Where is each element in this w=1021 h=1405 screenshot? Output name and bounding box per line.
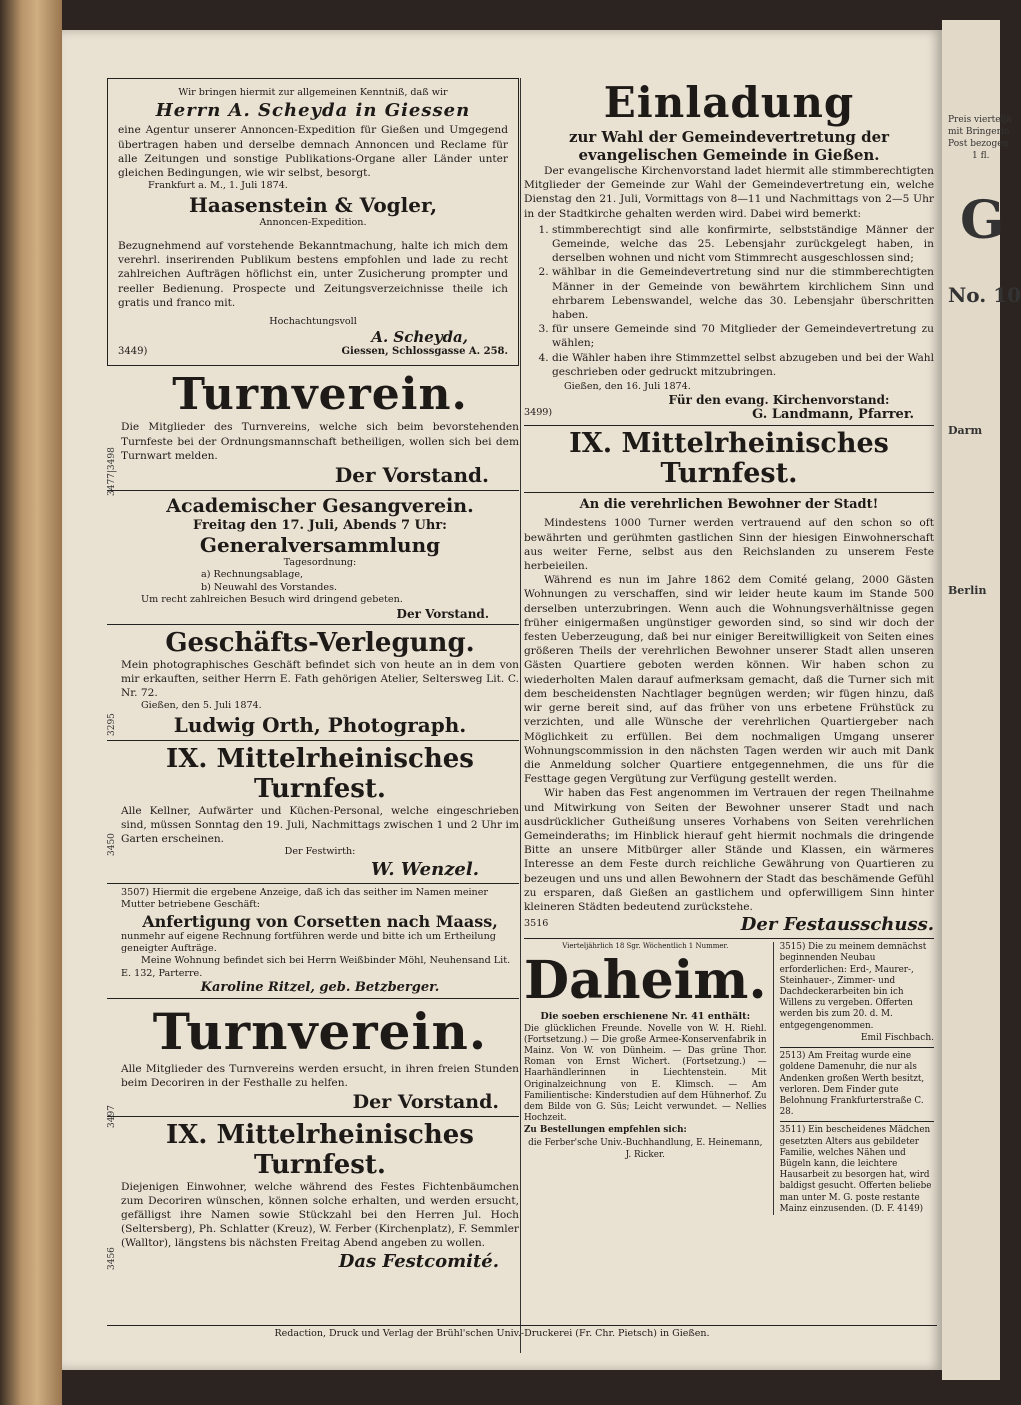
einladung-ad: [524, 78, 934, 422]
gesangverein-sub: Generalversammlung: [199, 533, 441, 558]
left-column: [107, 78, 519, 1272]
scheyda-ad: [107, 78, 519, 366]
next-page-edge: [942, 20, 1021, 1380]
book-spine: [0, 0, 62, 1405]
small-ad-3: 3511) Ein bescheidenes Mädchen gesetzten Alters aus gebildeter Familie, welches Nähen und Bügeln kann, die leichtere Hausarbeit zu besorgen hat, wird baldigst gesucht. Offerten beliebe man unter M. G. poste restante Mainz einzusenden. (D. F. 4149): [779, 1125, 932, 1214]
corsetten-title: Anfertigung von Corsetten nach Maass,: [142, 911, 498, 931]
turnverein2-signature: Der Vorstand.: [352, 1090, 499, 1113]
scheyda-text: eine Agentur unserer Annoncen-Expedition für Gießen und Umgegend übertragen haben und derselbe demnach Annoncen und Reclame für alle Zeitungen und sonstige Publikations-Organe aller Länder unter gleichen Bedingungen, wie wir selbst, besorgt.: [118, 124, 508, 180]
gesangverein-title: Academischer Gesangverein.: [166, 495, 474, 518]
scheyda-greeting: Hochachtungsvoll: [269, 316, 357, 328]
einladung-title: Einladung: [603, 78, 855, 127]
gesangverein-a: a) Rechnungsablage,: [201, 569, 304, 581]
turnverein1-ad: [107, 369, 519, 497]
daheim-ad: [524, 942, 767, 1215]
turnverein1-title: Turnverein.: [172, 369, 468, 421]
turnfest2-ad: [107, 1120, 519, 1272]
turnfest1-text: Alle Kellner, Aufwärter und Küchen-Personal, welche eingeschrieben sind, müssen Sonntag den 19. Juli, Nachmittags zwischen 1 und 2 Uhr im Garten erscheinen.: [121, 804, 519, 846]
scheyda-text2: Bezugnehmend auf vorstehende Bekanntmachung, halte ich mich dem verehrl. inserirenden Publikum bestens empfohlen und lade zu recht zahlreichen Aufträgen höflichst ein, unter Zusicherung prompter und reeller Bedienung. Prospecte und Zeitungsverzeichnisse theile ich gratis und franco mit.: [118, 240, 508, 309]
einladung-list: [524, 223, 934, 379]
small-ad-2: 2513) Am Freitag wurde eine goldene Damenuhr, die nur als Andenken großen Werth besitzt, verloren. Dem Finder gute Belohnung Frankfurterstraße C. 28.: [779, 1051, 925, 1118]
next-page-number: No. 10: [948, 283, 1021, 307]
turnverein2-text: Alle Mitglieder des Turnvereins werden ersucht, in ihren freien Stunden beim Decoriren in der Festhalle zu helfen.: [121, 1063, 519, 1090]
page-footer: Redaction, Druck und Verlag der Brühl'schen Univ.-Druckerei (Fr. Chr. Pietsch) in Gießen.: [274, 1328, 710, 1339]
einladung-item: 3. für unsere Gemeinde sind 70 Mitglieder der Gemeindevertretung zu wählen;: [552, 322, 934, 350]
geschaeft-title: Geschäfts-Verlegung.: [165, 627, 475, 658]
corsetten-signature: Karoline Ritzel, geb. Betzberger.: [200, 980, 440, 996]
turnfest-right-p3: Wir haben das Fest angenommen im Vertrauen der regen Theilnahme und Mitwirkung von Seiten der Bewohner unserer Stadt und nach ausdrücklicher Gutheißung unseres Vorhabens von Seiten verehrlichen Gemeinderaths; im Hinblick hierauf geht hiermit nochmals die dringende Bitte an unsere Mitbürger aller Stände und Klassen, ein wärmeres Interesse an dem Feste durch reichliche Gewährung von Quartieren zu bezeugen und uns und allen Bewohnern der Stadt das beschämende Gefühl zu ersparen, daß Gießen an gastlichem und opferwilligem Sinn hinter kleineren Städten bedeutend zurückstehe.: [524, 787, 934, 913]
next-page-fragment: Darm: [948, 424, 983, 437]
turnfest2-number: 3456: [107, 1246, 117, 1270]
scheyda-intro: Wir bringen hiermit zur allgemeinen Kenntniß, daß wir: [178, 87, 448, 98]
scheyda-number: 3449): [118, 346, 148, 358]
daheim-side: Vierteljährlich 18 Sgr. Wöchentlich 1 Nummer.: [562, 942, 729, 951]
turnfest-right-number: 3516: [524, 918, 549, 930]
turnverein1-signature: Der Vorstand.: [334, 463, 489, 488]
geschaeft-number: 3295: [107, 712, 117, 736]
turnverein2-title: Turnverein.: [152, 1002, 488, 1062]
scheyda-address: Giessen, Schlossgasse A. 258.: [341, 346, 508, 358]
einladung-item: 2. wählbar in die Gemeindevertretung sind nur die stimmberechtigten Männer in der Gemeinde von bewährtem kirchlichem Sinn und ehrbarem Lebenswandel, welche das 30. Lebensjahr überschritten haben.: [552, 265, 934, 322]
small-ad-1: 3515) Die zu meinem demnächst beginnenden Neubau erforderlichen: Erd-, Maurer-, Steinhauer-, Zimmer- und Dachdeckerarbeiten bin ich Willens zu vergeben. Offerten werden bis zum 20. d. M. entgegengenommen.: [779, 942, 927, 1031]
corsetten-text: nunmehr auf eigene Rechnung fortführen werde und bitte ich um Ertheilung geneigter Aufträge.: [121, 930, 496, 954]
small-ads: [773, 942, 934, 1215]
daheim-text: Die glücklichen Freunde. Novelle von W. H. Riehl. (Fortsetzung.) — Die große Armee-Konservenfabrik in Mainz. Von W. von Dünheim. — Das grüne Thor. Roman von Ernst Wichert. (Fortsetzung.) — Haarhändlerinnen in Liechtenstein. Mit Originalzeichnung von E. Klimsch. — Am Familientische: Kinderstudien auf dem Hühnerhof. Zu dem Bilde von G. Süs; Leicht verwundet. — Nellies Hochzeit.: [524, 1023, 767, 1124]
bottom-ads: [524, 942, 934, 1215]
corsetten-text2: Meine Wohnung befindet sich bei Herrn Weißbinder Möhl, Neuhensand Lit. E. 132, Parterre.: [121, 955, 511, 979]
daheim-title: Daheim.: [524, 950, 767, 1012]
turnverein2-number: 3497: [107, 1105, 117, 1129]
turnfest-right-title: IX. Mittelrheinisches Turnfest.: [569, 428, 889, 490]
geschaeft-ad: [107, 628, 519, 737]
scheyda-firm: Haasenstein & Vogler,: [188, 192, 438, 217]
turnfest2-text: Diejenigen Einwohner, welche während des Festes Fichtenbäumchen zum Decoriren wünschen, können solche erhalten, und werden ersucht, gefälligst ihre Namen sowie Stückzahl bei den Herren Jul. Hoch (Seltersberg), Ph. Schlatter (Kreuz), W. Ferber (Kirchenplatz), F. Semmler (Walltor), längstens bis nächsten Freitag Abend angeben zu wollen.: [121, 1180, 519, 1250]
next-page-fragment: Preis vierteljä: [948, 115, 1012, 125]
turnfest1-ad: [107, 744, 519, 880]
turnfest2-signature: Das Festcomité.: [338, 1250, 499, 1272]
turnverein1-number: 3477|3498: [107, 447, 117, 497]
turnverein2-ad: [107, 1002, 519, 1129]
einladung-for: Für den evang. Kirchenvorstand:: [668, 393, 890, 408]
scheyda-signature: A. Scheyda,: [371, 328, 468, 347]
einladung-signature: G. Landmann, Pfarrer.: [752, 407, 914, 423]
turnfest-right-signature: Der Festausschuss.: [740, 914, 934, 936]
next-page-big-letter: G: [960, 190, 1005, 251]
next-page-fragment: Post bezogen: [948, 139, 1009, 149]
einladung-item: 1. stimmberechtigt sind alle konfirmirte, selbstständige Männer der Gemeinde, welche das 25. Lebensjahr zurückgelegt haben, in derselben wohnen und nicht vom Stimmrecht ausgeschlossen sind;: [552, 223, 934, 266]
daheim-shop: die Ferber'sche Univ.-Buchhandlung, E. Heinemann, J. Ricker.: [528, 1137, 763, 1161]
einladung-sub: zur Wahl der Gemeindevertretung der evangelischen Gemeinde in Gießen.: [568, 128, 890, 164]
turnfest1-signature: W. Wenzel.: [370, 858, 479, 880]
einladung-number: 3499): [524, 407, 553, 419]
gesangverein-date: Freitag den 17. Juli, Abends 7 Uhr:: [193, 518, 447, 534]
next-page-fragment: mit Bringerlo: [948, 127, 1010, 137]
turnfest-right-ad: [524, 429, 934, 935]
einladung-item: 4. die Wähler haben ihre Stimmzettel selbst abzugeben und bei der Wahl geschrieben oder gedruckt mitzubringen.: [552, 351, 934, 379]
daheim-sub: Die soeben erschienene Nr. 41 enthält:: [540, 1011, 751, 1023]
turnfest1-host: Der Festwirth:: [284, 846, 356, 858]
newspaper-page: [62, 30, 942, 1370]
turnfest1-title: IX. Mittelrheinisches Turnfest.: [166, 743, 474, 804]
gesangverein-agenda: Tagesordnung:: [283, 557, 357, 569]
daheim-order: Zu Bestellungen empfehlen sich:: [524, 1125, 687, 1136]
gesangverein-ad: [107, 494, 519, 621]
einladung-date: Gießen, den 16. Juli 1874.: [564, 381, 691, 393]
turnfest-right-p1: Mindestens 1000 Turner werden vertrauend auf den schon so oft bewährten und gerühmten gastlichen Sinn der hiesigen Einwohnerschaft aus weiter Ferne, selbst aus den Reichslanden zu unserem Feste herbeieilen.: [524, 517, 934, 573]
next-page-fragment: Berlin: [948, 584, 987, 597]
scheyda-place: Frankfurt a. M., 1. Juli 1874.: [148, 180, 288, 192]
scheyda-name: Herrn A. Scheyda in Giessen: [155, 100, 471, 122]
turnfest-right-sub: An die verehrlichen Bewohner der Stadt!: [579, 497, 879, 513]
turnfest2-title: IX. Mittelrheinisches Turnfest.: [166, 1119, 474, 1180]
corsetten-intro: 3507) Hiermit die ergebene Anzeige, daß ich das seither im Namen meiner Mutter betriebene Geschäft:: [121, 886, 489, 911]
turnverein1-text: Die Mitglieder des Turnvereins, welche sich beim bevorstehenden Turnfeste bei der Ordnungsmannschaft betheiligen, wollen sich bei dem Turnwart melden.: [121, 421, 519, 462]
column-divider: [520, 78, 521, 1353]
einladung-text: Der evangelische Kirchenvorstand ladet hiermit alle stimmberechtigten Mitglieder der Gemeinde zur Wahl der Gemeindevertretung ein, welche Dienstag den 21. Juli, Vormittags von 8—11 und Nachmittags von 2—5 Uhr in der Stadtkirche gehalten werden wird. Dabei wird bemerkt:: [524, 165, 934, 220]
turnfest-right-p2: Während es nun im Jahre 1862 dem Comité gelang, 2000 Gästen Wohnungen zu verschaffen, sind wir leider heute kaum im Stande 500 derselben unterzubringen. Wenn auch die Wohnungsverhältnisse gegen früher einigermaßen ungünstiger geworden sind, so sind wir doch der festen Ueberzeugung, daß bei nur einiger Bereitwilligkeit von Seiten eines größeren Theils der verehrlichen Bewohner unserer Stadt allen unseren Gästen Quartiere geboten werden können. Wir haben schon zu wiederholten Malen darauf aufmerksam gemacht, daß die Turner sich mit dem bescheidensten Nachtlager begnügen werden; wir fügen hinzu, daß wir gerne bereit sind, auf das früher von uns erbetene Frühstück zu verzichten, und alle Wünsche der verehrlichen Quartiergeber nach Möglichkeit zu erfüllen. Bei dem nochmaligen Umgang unserer Wohnungscommission in den nächsten Tagen werden wir auch mit Dank die Anmeldung solcher Quartiere entgegennehmen, die uns für die Festtage gegen Vergütung zur Verfügung gestellt werden.: [524, 574, 934, 786]
gesangverein-signature: Der Vorstand.: [396, 606, 489, 621]
corsetten-ad: [107, 887, 519, 995]
geschaeft-date: Gießen, den 5. Juli 1874.: [141, 700, 262, 712]
scheyda-firm-sub: Annoncen-Expedition.: [259, 216, 367, 228]
gesangverein-text: Um recht zahlreichen Besuch wird dringend gebeten.: [141, 594, 403, 606]
right-column: [524, 78, 934, 1215]
turnfest1-number: 3450: [107, 832, 117, 856]
next-page-fragment: 1 fl.: [972, 151, 990, 161]
gesangverein-b: b) Neuwahl des Vorstandes.: [201, 581, 338, 593]
small-ad-1-signature: Emil Fischbach.: [860, 1032, 934, 1043]
geschaeft-signature: Ludwig Orth, Photograph.: [173, 712, 467, 737]
geschaeft-text: Mein photographisches Geschäft befindet sich von heute an in dem von mir erkauften, seither Herrn E. Fath gehörigen Atelier, Seltersweg Lit. C. Nr. 72.: [121, 658, 519, 700]
